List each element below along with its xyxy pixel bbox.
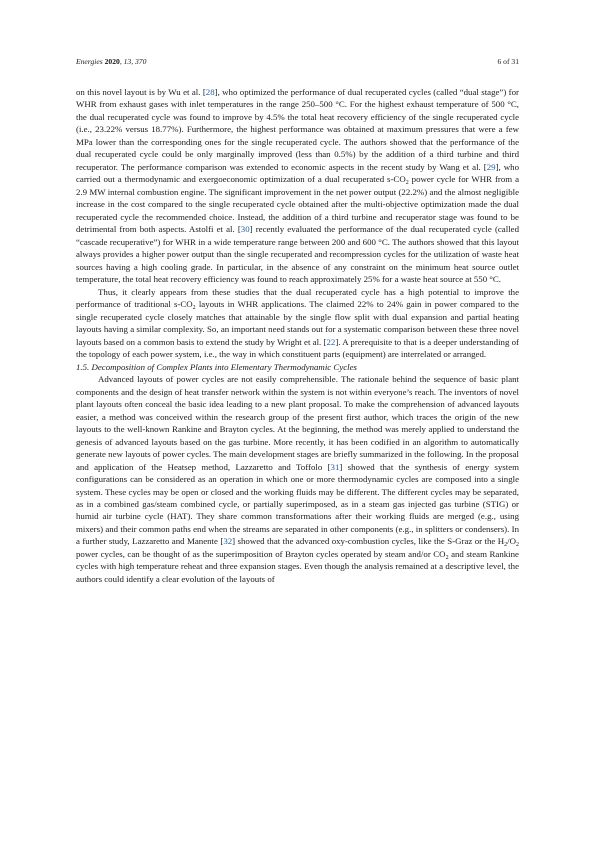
- text-run: ] showed that the advanced oxy-combustion cycles, like the S-Graz or the H: [232, 536, 505, 547]
- text-run: ], who carried out a thermodynamic and exergoeconomic optimization of a dual recuperated s-CO: [76, 161, 519, 185]
- text-run: power cycle for WHR from a 2.9 MW internal combustion engine. The significant improvement in the net power output (22.2%) and the almost negligible increase in the cost compared to the single recuperated cycle obtained after the multi-objective optimization made the dual recuperated cycle the recommended choice. Instead, the addition of a third turbine and recuperator stage was found to be detrimental from both aspects. Astolfi et al. [: [76, 174, 519, 235]
- journal-citation: [76, 57, 146, 66]
- subscript: 2: [405, 180, 409, 187]
- subscript: 2: [504, 542, 508, 549]
- subscript: 2: [516, 542, 519, 549]
- citation-link-32[interactable]: 32: [223, 536, 233, 547]
- journal-name: Energies: [76, 57, 103, 66]
- citation-link-30[interactable]: 30: [240, 224, 250, 235]
- text-run: and steam Rankine cycles with high temperature reheat and three expansion stages. Even though the analysis remained at a descriptive level, the authors could identify a clear evolution of the layouts of: [76, 548, 519, 584]
- paragraph-1: [76, 86, 519, 286]
- text-run: power cycles, can be thought of as the superimposition of Brayton cycles operated by steam and/or CO: [76, 548, 446, 559]
- text-run: ]. A prerequisite to that is a deeper understanding of the topology of each power system, i.e., the way in which constituent parts (equipment) are interrelated or arranged.: [76, 336, 519, 360]
- article-body: [76, 86, 519, 585]
- journal-volume-issue: , 13, 370: [119, 57, 147, 66]
- text-run: ] showed that the synthesis of energy system configurations can be considered as an operation in which one or more thermodynamic cycles are composed into a single system. These cycles may be open or closed and the working fluids may be different. The different cycles may be separated, as in a combined gas/steam combined cycle, or partially superimposed, as in a steam gas injected gas turbine (STIG) or humid air turbine cycle (HAT). They share common transformations after their working fluids are merged (e.g., using mixers) and their common paths end when the streams are separated in other components (e.g., in splitters or condensers). In a further study, Lazzaretto and Manente [: [76, 461, 520, 547]
- text-run: ] recently evaluated the performance of the dual recuperated cycle (called “cascade recuperative”) for WHR in a wide temperature range between 200 and 600 °C. The authors showed that this layout always provides a higher power output than the single recuperated and recompression cycles for the utilization of waste heat sources having a high cooling grade. In particular, in the absence of any constraint on the minimum heat source outlet temperature, the total heat recovery efficiency was found to reach approximately 25% for a waste heat source at 550 °C.: [76, 224, 519, 285]
- citation-link-29[interactable]: 29: [486, 161, 496, 172]
- text-run: on this novel layout is by Wu et al. [: [76, 87, 206, 97]
- text-run: layouts in WHR applications. The claimed 22% to 24% gain in power compared to the single recuperated cycle closely matches that attainable by the single flow split with dual expansion and partial heating layouts having a similar complexity. So, an important need stands out for a systematic comparison between these three novel layouts based on a common basis to extend the study by Wright et al. [: [76, 299, 519, 347]
- text-run: ], who optimized the performance of dual recuperated cycles (called “dual stage”) for WHR from exhaust gases with inlet temperatures in the range 250–500 °C. For the highest exhaust temperature of 500 °C, the dual recuperated cycle was found to improve by 4.5% the total heat recovery efficiency of the single recuperated cycle (i.e., 23.22% versus 18.77%). Furthermore, the highest performance was obtained at maximum pressures that were a few MPa lower than the corresponding ones for the single recuperated cycle. The authors showed that the performance of the dual recuperated cycle could be only marginally improved (less than 0.5%) by the addition of a third turbine and third recuperator. The performance comparison was extended to economic aspects in the recent study by Wang et al. [: [76, 87, 519, 172]
- citation-link-31[interactable]: 31: [330, 461, 340, 472]
- page-number: 6 of 31: [497, 57, 519, 66]
- subscript: 2: [445, 554, 449, 561]
- text-run: Advanced layouts of power cycles are not easily comprehensible. The rationale behind the sequence of basic plant components and the design of heat transfer network within the system is not within everyone’s reach. The inventors of novel plant layouts often conceal the basic idea leading to a new plant proposal. To make the comprehension of advanced layouts easier, a method was conceived within the research group of the present first author, which traces the origin of the new layouts to the well-known Rankine and Brayton cycles. At the beginning, the method was merely applied to understand the genesis of advanced layouts based on the gas turbine. More recently, it has been codified in an algorithm to automatically generate new layouts of power cycles. The main development stages are briefly summarized in the following. In the proposal and application of the Heatsep method, Lazzaretto and Toffolo [: [76, 374, 519, 472]
- citation-link-28[interactable]: 28: [205, 87, 215, 97]
- journal-year: 2020: [104, 57, 120, 66]
- paragraph-2: [76, 286, 519, 361]
- text-run: Thus, it clearly appears from these studies that the dual recuperated cycle has a high potential to improve the performance of traditional s-CO: [76, 286, 519, 310]
- citation-link-22[interactable]: 22: [326, 336, 336, 347]
- running-header: [76, 57, 519, 69]
- text-run: /O: [507, 536, 516, 547]
- subscript: 2: [192, 305, 196, 312]
- section-heading: 1.5. Decomposition of Complex Plants into Elementary Thermodynamic Cycles: [76, 361, 357, 372]
- paragraph-3: [76, 373, 519, 585]
